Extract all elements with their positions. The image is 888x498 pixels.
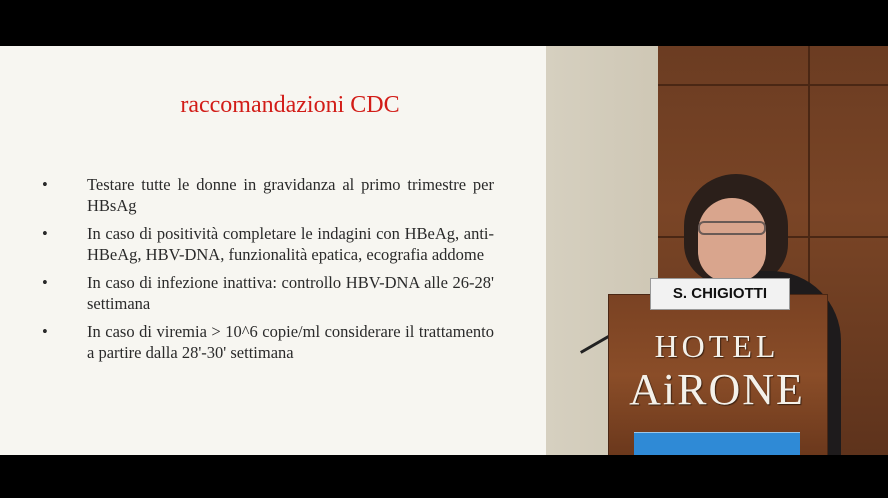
podium-blue-plate <box>634 432 800 455</box>
speaker-stage <box>546 46 888 455</box>
bullet-text: In caso di viremia > 10^6 copie/ml considerare il trattamento a partire dalla 28'-30' settimana <box>87 322 494 362</box>
bullet-dot: • <box>42 273 48 292</box>
bullet-list <box>42 174 494 370</box>
video-frame <box>0 46 888 455</box>
bullet-text: Testare tutte le donne in gravidanza al primo trimestre per HBsAg <box>87 175 494 215</box>
glasses-icon <box>698 221 766 235</box>
bullet-text: In caso di infezione inattiva: controllo HBV-DNA alle 26-28' settimana <box>87 273 494 313</box>
podium-logo-line1: HOTEL <box>654 328 780 364</box>
bullet-dot: • <box>42 224 48 243</box>
bullet-dot: • <box>42 322 48 341</box>
speaker-face <box>698 198 766 282</box>
list-item <box>42 174 494 216</box>
list-item <box>42 272 494 314</box>
speaker-nameplate: S. CHIGIOTTI <box>650 278 790 310</box>
slide-title: raccomandazioni CDC <box>180 92 400 118</box>
podium-logo-line2: AiRONE <box>629 365 805 414</box>
panel-groove <box>658 84 888 86</box>
bullet-text: In caso di positività completare le indagini con HBeAg, anti-HBeAg, HBV-DNA, funzionalità epatica, ecografia addome <box>87 224 494 264</box>
presentation-slide <box>0 46 546 455</box>
list-item <box>42 321 494 363</box>
list-item <box>42 223 494 265</box>
bullet-dot: • <box>42 175 48 194</box>
